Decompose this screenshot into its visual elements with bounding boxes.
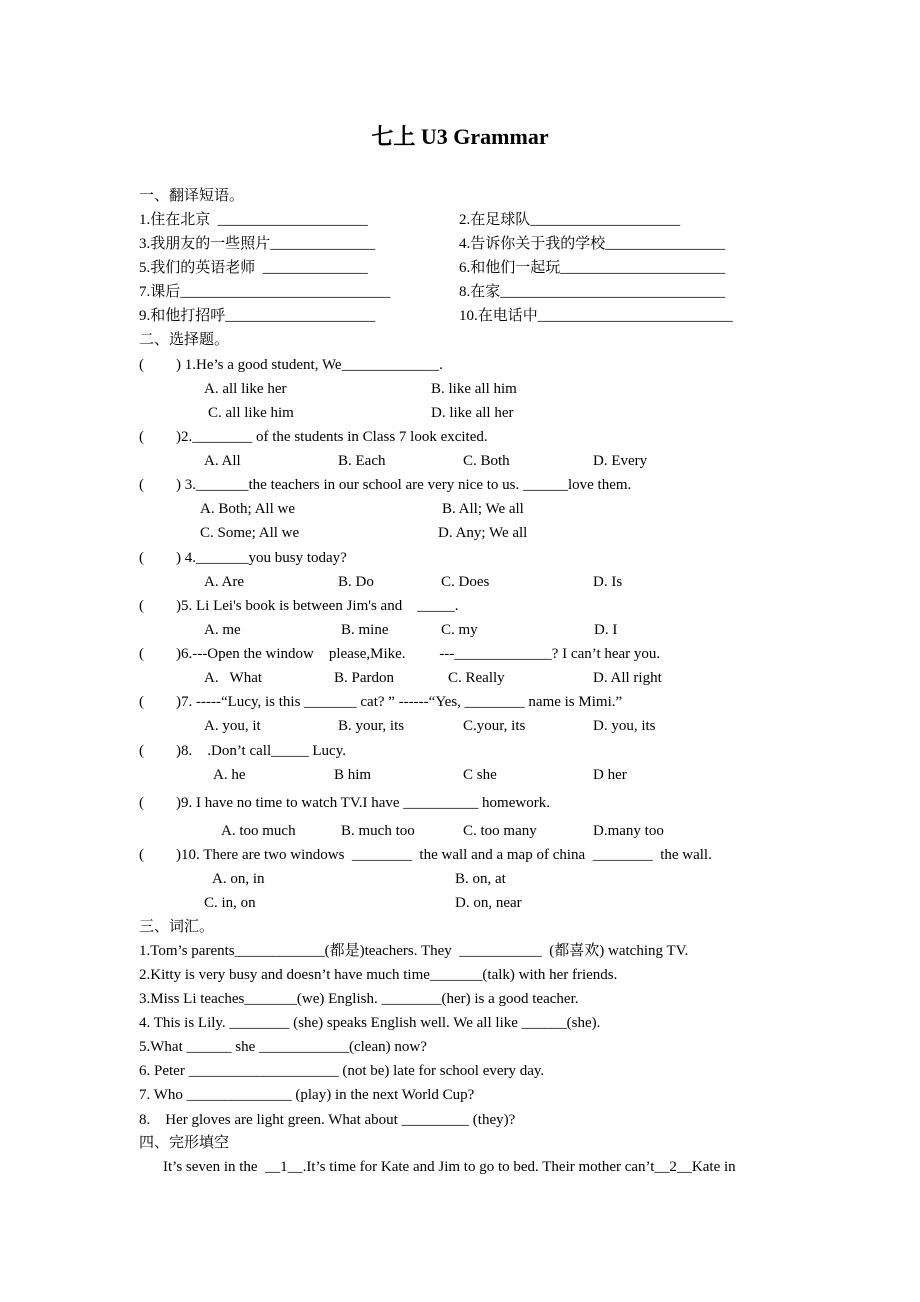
answer-option: A. he xyxy=(213,767,246,783)
answer-option: C. too many xyxy=(463,823,537,839)
answer-option: C. Really xyxy=(448,670,505,686)
vocabulary-item: 1.Tom’s parents____________(都是)teachers. They ___________ (都喜欢) watching TV. xyxy=(139,943,689,959)
answer-option: A. on, in xyxy=(212,871,265,887)
translation-item: 6.和他们一起玩______________________ xyxy=(459,260,726,276)
answer-option: B. Each xyxy=(338,453,386,469)
translation-item: 2.在足球队____________________ xyxy=(459,212,681,228)
answer-option: B. much too xyxy=(341,823,415,839)
answer-option: A. What xyxy=(204,670,263,686)
answer-option: B. on, at xyxy=(455,871,506,887)
answer-bracket: ( xyxy=(139,477,144,493)
answer-bracket: ( xyxy=(139,646,144,662)
answer-option: C. Does xyxy=(441,574,490,590)
answer-option: D. you, its xyxy=(593,718,656,734)
answer-option: A. all like her xyxy=(204,381,287,397)
answer-bracket: ( xyxy=(139,550,144,566)
answer-option: C. my xyxy=(441,622,478,638)
vocabulary-item: 8. Her gloves are light green. What about _________ (they)? xyxy=(139,1112,516,1128)
section-heading: 一、翻译短语。 xyxy=(139,188,245,204)
answer-option: B. mine xyxy=(341,622,389,638)
answer-option: C. all like him xyxy=(208,405,294,421)
page-title: 七上 U3 Grammar xyxy=(371,124,549,149)
question-text: )7. -----“Lucy, is this _______ cat? ” ------“Yes, ________ name is Mimi.” xyxy=(176,694,623,710)
question-text: )2.________ of the students in Class 7 look excited. xyxy=(176,429,488,445)
answer-bracket: ( xyxy=(139,694,144,710)
section-heading: 三、词汇。 xyxy=(139,919,215,935)
answer-option: C.your, its xyxy=(463,718,526,734)
answer-option: D. Any; We all xyxy=(438,525,528,541)
answer-option: A. Both; All we xyxy=(200,501,296,517)
answer-option: C. Both xyxy=(463,453,510,469)
answer-bracket: ( xyxy=(139,795,144,811)
vocabulary-item: 6. Peter ____________________ (not be) late for school every day. xyxy=(139,1063,545,1079)
vocabulary-item: 5.What ______ she ____________(clean) now? xyxy=(139,1039,427,1055)
answer-option: C. Some; All we xyxy=(200,525,300,541)
translation-item: 1.住在北京 ____________________ xyxy=(139,212,368,228)
answer-option: D. I xyxy=(594,622,618,638)
question-text: )6.---Open the window please,Mike. ---_____________? I can’t hear you. xyxy=(176,646,661,662)
answer-option: D. like all her xyxy=(431,405,514,421)
vocabulary-item: 2.Kitty is very busy and doesn’t have much time_______(talk) with her friends. xyxy=(139,967,618,983)
vocabulary-item: 7. Who ______________ (play) in the next World Cup? xyxy=(139,1087,475,1103)
section-heading: 二、选择题。 xyxy=(139,332,230,348)
answer-bracket: ( xyxy=(139,743,144,759)
answer-option: B. Do xyxy=(338,574,374,590)
translation-item: 9.和他打招呼____________________ xyxy=(139,308,376,324)
question-text: )10. There are two windows ________ the wall and a map of china ________ the wall. xyxy=(176,847,712,863)
answer-option: D. on, near xyxy=(455,895,522,911)
section-heading: 四、完形填空 xyxy=(139,1135,230,1151)
question-text: ) 4._______you busy today? xyxy=(176,550,347,566)
answer-option: C. in, on xyxy=(204,895,256,911)
translation-item: 3.我朋友的一些照片______________ xyxy=(139,236,376,252)
answer-option: A. me xyxy=(204,622,241,638)
question-text: )5. Li Lei's book is between Jim's and _____. xyxy=(176,598,459,614)
answer-option: C she xyxy=(463,767,497,783)
answer-option: D. Every xyxy=(593,453,648,469)
question-text: )8. .Don’t call_____ Lucy. xyxy=(176,743,346,759)
vocabulary-item: 3.Miss Li teaches_______(we) English. ________(her) is a good teacher. xyxy=(139,991,579,1007)
answer-bracket: ( xyxy=(139,357,144,373)
answer-option: D her xyxy=(593,767,627,783)
answer-option: D. Is xyxy=(593,574,623,590)
answer-option: B. Pardon xyxy=(334,670,394,686)
answer-option: A. All xyxy=(204,453,241,469)
translation-item: 10.在电话中__________________________ xyxy=(459,308,733,324)
translation-item: 7.课后____________________________ xyxy=(139,284,391,300)
vocabulary-item: 4. This is Lily. ________ (she) speaks English well. We all like ______(she). xyxy=(139,1015,601,1031)
translation-item: 4.告诉你关于我的学校________________ xyxy=(459,236,726,252)
answer-bracket: ( xyxy=(139,598,144,614)
translation-item: 5.我们的英语老师 ______________ xyxy=(139,260,368,276)
answer-option: B. your, its xyxy=(338,718,405,734)
answer-option: A. Are xyxy=(204,574,244,590)
answer-option: A. too much xyxy=(221,823,296,839)
translation-item: 8.在家______________________________ xyxy=(459,284,726,300)
question-text: )9. I have no time to watch TV.I have __________ homework. xyxy=(176,795,550,811)
answer-option: A. you, it xyxy=(204,718,261,734)
answer-bracket: ( xyxy=(139,847,144,863)
question-text: ) 1.He’s a good student, We_____________. xyxy=(176,357,443,373)
answer-option: B him xyxy=(334,767,372,783)
answer-option: B. like all him xyxy=(431,381,517,397)
question-text: ) 3._______the teachers in our school are very nice to us. ______love them. xyxy=(176,477,632,493)
answer-option: D. All right xyxy=(593,670,662,686)
answer-bracket: ( xyxy=(139,429,144,445)
answer-option: B. All; We all xyxy=(442,501,524,517)
cloze-paragraph: It’s seven in the __1__.It’s time for Kate and Jim to go to bed. Their mother can’t__2__Kate in xyxy=(163,1159,736,1175)
answer-option: D.many too xyxy=(593,823,664,839)
